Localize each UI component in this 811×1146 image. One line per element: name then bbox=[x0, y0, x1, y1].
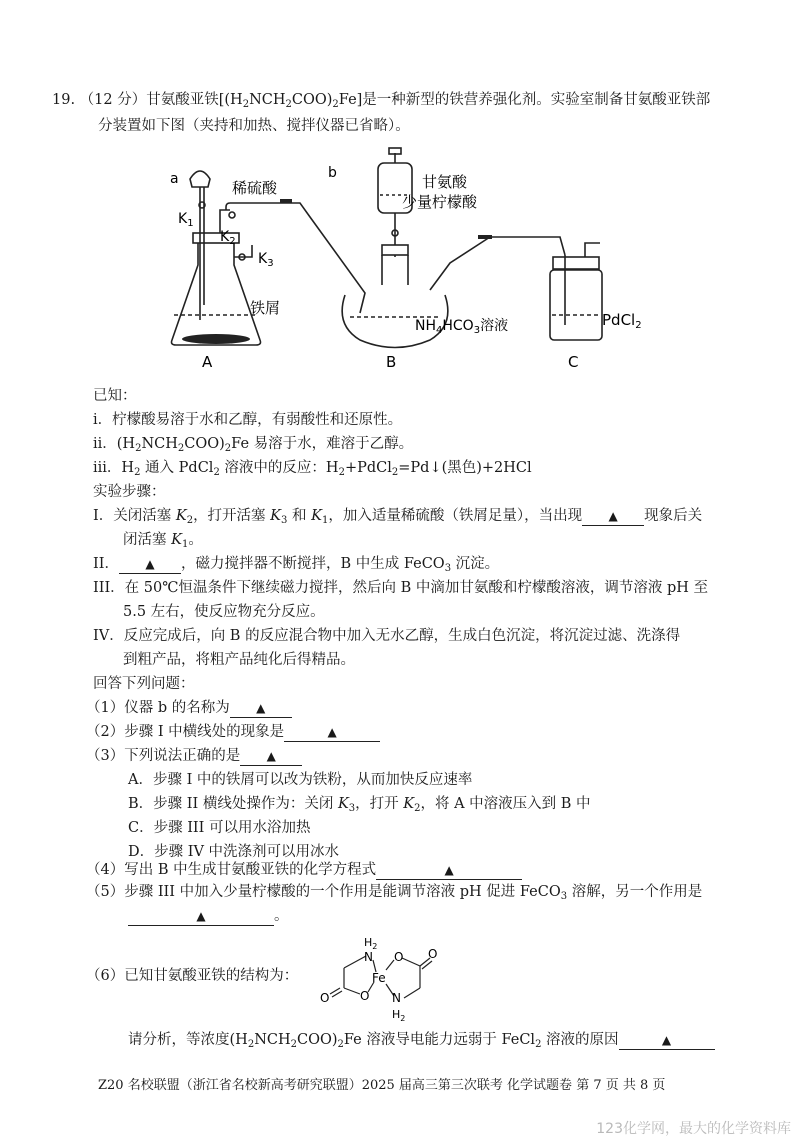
bond-c-n-top bbox=[344, 956, 366, 968]
answer-blank-step2[interactable]: ▲ bbox=[119, 555, 181, 574]
question-intro-line-1 bbox=[52, 90, 710, 115]
question-3-option-d[interactable]: D．步骤 IV 中洗涤剂可以用冰水 bbox=[128, 844, 340, 860]
answer-blank-q4[interactable]: ▲ bbox=[376, 861, 522, 880]
question-3-option-b[interactable]: B．步骤 II 横线处操作为：关闭 $K_3$，打开 $K_2$，将 A 中溶液压入到 B 中 bbox=[128, 796, 591, 814]
label-k1: $K_1$ bbox=[178, 211, 194, 229]
flask-a-body bbox=[172, 240, 261, 345]
known-heading: 已知： bbox=[93, 388, 137, 404]
step-2: II． ▲ ，磁力搅拌器不断搅拌，B 中生成 FeCO$_3$ 沉淀。 bbox=[93, 556, 500, 574]
answer-blank-q3[interactable]: ▲ bbox=[240, 747, 302, 766]
questions-heading: 回答下列问题： bbox=[93, 676, 195, 692]
atom-fe: Fe bbox=[372, 971, 386, 985]
atom-o-bottom: O bbox=[360, 989, 370, 1003]
steps-heading: 实验步骤： bbox=[93, 484, 166, 500]
page-footer: Z20 名校联盟（浙江省名校新高考研究联盟）2025 届高三第三次联考 化学试题卷 第 7 页 共 8 页 bbox=[98, 1078, 666, 1093]
step-3-line-2: 5.5 左右，使反应物充分反应。 bbox=[123, 604, 325, 620]
question-6-analysis: 请分析，等浓度$(H_2NCH_2COO)_2Fe$ 溶液导电能力远弱于 FeCl$_2$ 溶液的原因 ▲ bbox=[128, 1030, 715, 1055]
atom-n-top: N bbox=[364, 950, 373, 964]
known-iii: iii．$H_2$ 通入 PdCl$_2$ 溶液中的反应：$H_2+PdCl_2=Pd↓$(黑色)+2HCl bbox=[93, 460, 532, 478]
flask-c-body bbox=[550, 270, 602, 340]
intro-text: COO) bbox=[291, 92, 333, 108]
bond-c-o-left bbox=[344, 988, 360, 994]
intro-text: NCH bbox=[249, 92, 286, 108]
intro-text: 甘氨酸亚铁[(H bbox=[146, 92, 243, 108]
label-glycine: 甘氨酸 bbox=[422, 173, 468, 191]
label-pdcl2: PdCl$_2$ bbox=[602, 311, 642, 331]
tube-to-b bbox=[280, 203, 365, 313]
label-flask-c: C bbox=[568, 353, 579, 371]
atom-o-top: O bbox=[394, 950, 404, 964]
question-1: （1）仪器 b 的名称为 ▲ bbox=[86, 698, 292, 718]
tube-b-to-c bbox=[430, 237, 565, 290]
label-k2: $K_2$ bbox=[220, 229, 236, 247]
known-i: i．柠檬酸易溶于水和乙醇，有弱酸性和还原性。 bbox=[93, 412, 403, 428]
iron-filings bbox=[182, 334, 250, 344]
atom-o-carbonyl-bottom: O bbox=[320, 991, 330, 1005]
question-6: （6）已知甘氨酸亚铁的结构为： bbox=[86, 968, 299, 984]
label-dilute-acid: 稀硫酸 bbox=[232, 179, 278, 197]
question-5-line-1: （5）步骤 III 中加入少量柠檬酸的一个作用是能调节溶液 pH 促进 FeCO$_3$ 溶解，另一个作用是 bbox=[86, 884, 703, 902]
question-2: （2）步骤 I 中横线处的现象是 ▲ bbox=[86, 722, 380, 742]
step-1-line-1: I．关闭活塞 $K_2$，打开活塞 $K_3$ 和 $K_1$，加入适量稀硫酸（铁屑足量），当出现 ▲ 现象后关 bbox=[93, 508, 703, 526]
step-4-line-2: 到粗产品，将粗产品纯化后得精品。 bbox=[123, 652, 355, 668]
atom-n-bottom: N bbox=[392, 991, 401, 1005]
known-ii: ii．$(H_2NCH_2COO)_2Fe$ 易溶于水，难溶于乙醇。 bbox=[93, 436, 414, 454]
tube-a-to-b bbox=[226, 203, 280, 210]
funnel-a bbox=[190, 171, 210, 187]
step-4-line-1: IV．反应完成后，向 B 的反应混合物中加入无水乙醇，生成白色沉淀，将沉淀过滤、洗涤得 bbox=[93, 628, 681, 644]
intro-text: Fe]是一种新型的铁营养强化剂。实验室制备甘氨酸亚铁部 bbox=[338, 92, 711, 108]
label-nh4hco3: $NH_4HCO_3$溶液 bbox=[415, 318, 509, 336]
watermark: 123化学网，最大的化学资料库 bbox=[596, 1121, 791, 1137]
label-b: b bbox=[328, 165, 337, 181]
answer-blank-q2[interactable]: ▲ bbox=[284, 723, 380, 742]
question-intro-line-2 bbox=[98, 116, 410, 136]
label-flask-a: A bbox=[202, 353, 213, 371]
subscript: 2 bbox=[332, 99, 339, 110]
subscript: 2 bbox=[285, 99, 292, 110]
valve-k2 bbox=[229, 212, 235, 218]
answer-blank-q5[interactable]: ▲ bbox=[128, 907, 274, 926]
step-1-line-2: 闭活塞 $K_1$。 bbox=[123, 532, 203, 550]
question-3: （3）下列说法正确的是 ▲ bbox=[86, 746, 302, 766]
atom-o-carbonyl-top: O bbox=[428, 947, 438, 961]
question-number: 19. bbox=[52, 92, 76, 108]
answer-blank-q1[interactable]: ▲ bbox=[230, 699, 292, 718]
bond-o-c-right bbox=[402, 958, 420, 966]
question-score: （12 分） bbox=[79, 92, 147, 108]
label-a: a bbox=[170, 171, 179, 187]
intro-text: 分装置如下图（夹持和加热、搅拌仪器已省略）。 bbox=[98, 118, 410, 134]
label-flask-b: B bbox=[386, 353, 397, 371]
bond-fe-o-right bbox=[386, 960, 394, 970]
label-k3: $K_3$ bbox=[258, 251, 274, 269]
question-5-line-2: ▲ 。 bbox=[128, 906, 289, 926]
step-3-line-1: III．在 50℃恒温条件下继续磁力搅拌，然后向 B 中滴加甘氨酸和柠檬酸溶液，调节溶液 pH 至 bbox=[93, 580, 708, 596]
bond-c-n-bottom bbox=[404, 988, 420, 998]
label-iron-filings: 铁屑 bbox=[250, 299, 281, 317]
question-4: （4）写出 B 中生成甘氨酸亚铁的化学方程式 ▲ bbox=[86, 860, 522, 880]
answer-blank-step1[interactable]: ▲ bbox=[582, 507, 644, 526]
answer-blank-q6[interactable]: ▲ bbox=[619, 1031, 715, 1050]
atom-h2-top: $H_2$ bbox=[364, 936, 378, 951]
atom-h2-bottom: $H_2$ bbox=[392, 1008, 406, 1023]
apparatus-diagram bbox=[160, 145, 680, 375]
question-3-option-c[interactable]: C．步骤 III 可以用水浴加热 bbox=[128, 820, 311, 836]
label-citric-acid: 少量柠檬酸 bbox=[402, 193, 478, 211]
glycinate-structure bbox=[318, 936, 448, 1026]
question-3-option-a[interactable]: A．步骤 I 中的铁屑可以改为铁粉，从而加快反应速率 bbox=[128, 772, 473, 788]
subscript: 2 bbox=[242, 99, 250, 110]
valve-k3-tube bbox=[234, 245, 252, 257]
